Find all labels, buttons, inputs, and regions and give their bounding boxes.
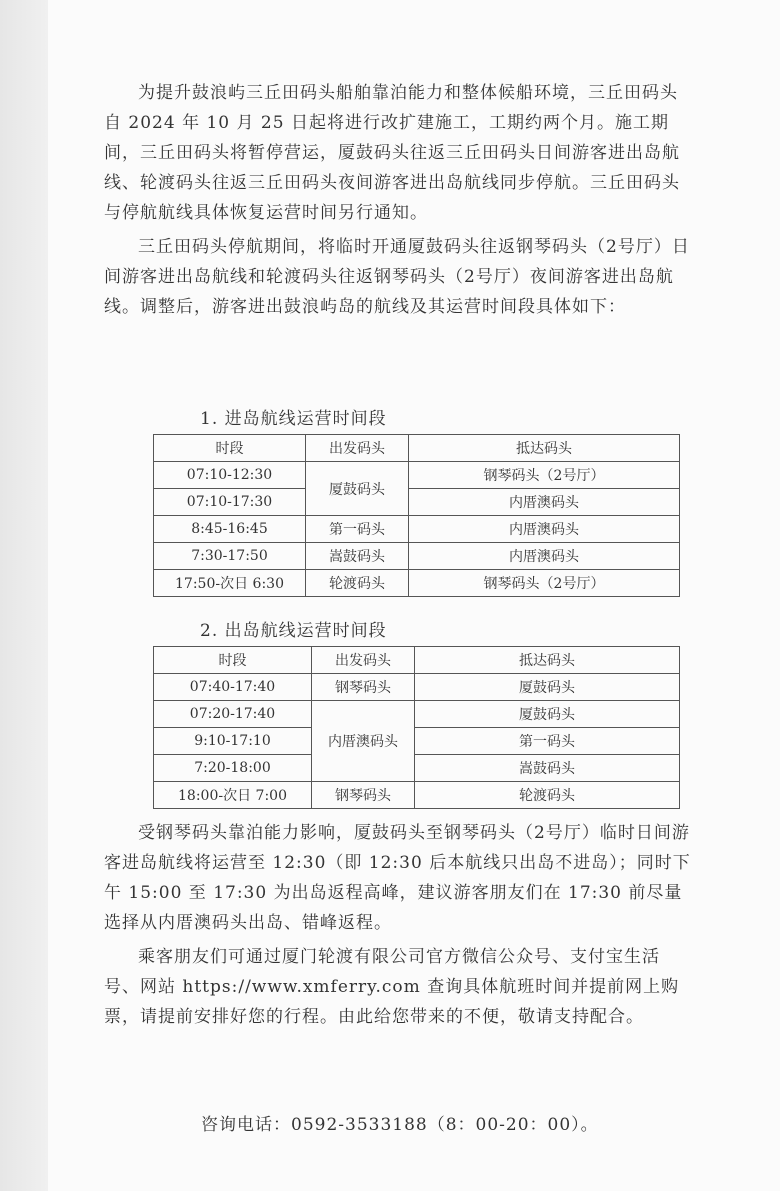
depart-cell: 钢琴码头: [312, 782, 415, 809]
arrive-cell: 钢琴码头（2号厅）: [409, 462, 680, 489]
arrive-cell: 内厝澳码头: [409, 543, 680, 570]
notes-text: [104, 818, 694, 1032]
time-cell: 8:45-16:45: [154, 516, 306, 543]
arrive-cell: 厦鼓码头: [415, 674, 680, 701]
section2-title: 2. 出岛航线运营时间段: [200, 621, 387, 641]
table-row: [154, 516, 680, 543]
depart-cell: 轮渡码头: [306, 570, 409, 597]
section1-title: 1. 进岛航线运营时间段: [200, 409, 387, 429]
depart-cell: 第一码头: [306, 516, 409, 543]
time-cell: 18:00-次日 7:00: [154, 782, 312, 809]
outbound-table: [153, 646, 680, 809]
page-left-border: [0, 0, 48, 1191]
time-cell: 07:40-17:40: [154, 674, 312, 701]
intro-paragraph-2: 三丘田码头停航期间，将临时开通厦鼓码头往返钢琴码头（2号厅）日间游客进出岛航线和轮渡码头往返钢琴码头（2号厅）夜间游客进出岛航线。调整后，游客进出鼓浪屿岛的航线及其运营时间段具体如下：: [104, 237, 690, 317]
time-cell: 07:20-17:40: [154, 701, 312, 728]
intro-paragraph-1: 为提升鼓浪屿三丘田码头船舶靠泊能力和整体候船环境，三丘田码头自 2024 年 10 月 25 日起将进行改扩建施工，工期约两个月。施工期间，三丘田码头将暂停营运，厦鼓码头往返三丘田码头日间游客进出岛航线、轮渡码头往返三丘田码头夜间游客进出岛航线同步停航。三丘田码头与停航航线具体恢复运营时间另行通知。: [104, 83, 680, 223]
time-cell: 07:10-17:30: [154, 489, 306, 516]
depart-cell: 内厝澳码头: [312, 701, 415, 782]
inbound-table: [153, 434, 680, 597]
intro-text: [104, 78, 694, 322]
table-row: [154, 489, 680, 516]
table-row: [154, 701, 680, 728]
depart-cell: 嵩鼓码头: [306, 543, 409, 570]
header-cell: 出发码头: [306, 435, 409, 462]
header-cell: 时段: [154, 435, 306, 462]
arrive-cell: 第一码头: [415, 728, 680, 755]
arrive-cell: 内厝澳码头: [409, 489, 680, 516]
header-cell: 时段: [154, 647, 312, 674]
time-cell: 7:20-18:00: [154, 755, 312, 782]
notes-paragraph-2: 乘客朋友们可通过厦门轮渡有限公司官方微信公众号、支付宝生活号、网站 https://www.xmferry.com 查询具体航班时间并提前网上购票，请提前安排好您的行程。由此给您带来的不便，敬请支持配合。: [104, 947, 680, 1027]
depart-cell: 厦鼓码头: [306, 462, 409, 516]
contact-line: 咨询电话：0592-3533188（8：00-20：00）。: [201, 1115, 599, 1135]
table-header-row: [154, 435, 680, 462]
time-cell: 7:30-17:50: [154, 543, 306, 570]
arrive-cell: 钢琴码头（2号厅）: [409, 570, 680, 597]
header-cell: 出发码头: [312, 647, 415, 674]
table-row: [154, 674, 680, 701]
arrive-cell: 内厝澳码头: [409, 516, 680, 543]
depart-cell: 钢琴码头: [312, 674, 415, 701]
table-row: [154, 462, 680, 489]
time-cell: 17:50-次日 6:30: [154, 570, 306, 597]
arrive-cell: 厦鼓码头: [415, 701, 680, 728]
time-cell: 07:10-12:30: [154, 462, 306, 489]
table-header-row: [154, 647, 680, 674]
time-cell: 9:10-17:10: [154, 728, 312, 755]
table-row: [154, 755, 680, 782]
table-row: [154, 570, 680, 597]
notes-paragraph-1: 受钢琴码头靠泊能力影响，厦鼓码头至钢琴码头（2号厅）临时日间游客进岛航线将运营至 12:30（即 12:30 后本航线只出岛不进岛）；同时下午 15:00 至 17:30 为出岛返程高峰，建议游客朋友们在 17:30 前尽量选择从内厝澳码头出岛、错峰返程。: [104, 823, 691, 933]
arrive-cell: 轮渡码头: [415, 782, 680, 809]
table-row: [154, 782, 680, 809]
header-cell: 抵达码头: [415, 647, 680, 674]
table-row: [154, 728, 680, 755]
table-row: [154, 543, 680, 570]
arrive-cell: 嵩鼓码头: [415, 755, 680, 782]
header-cell: 抵达码头: [409, 435, 680, 462]
